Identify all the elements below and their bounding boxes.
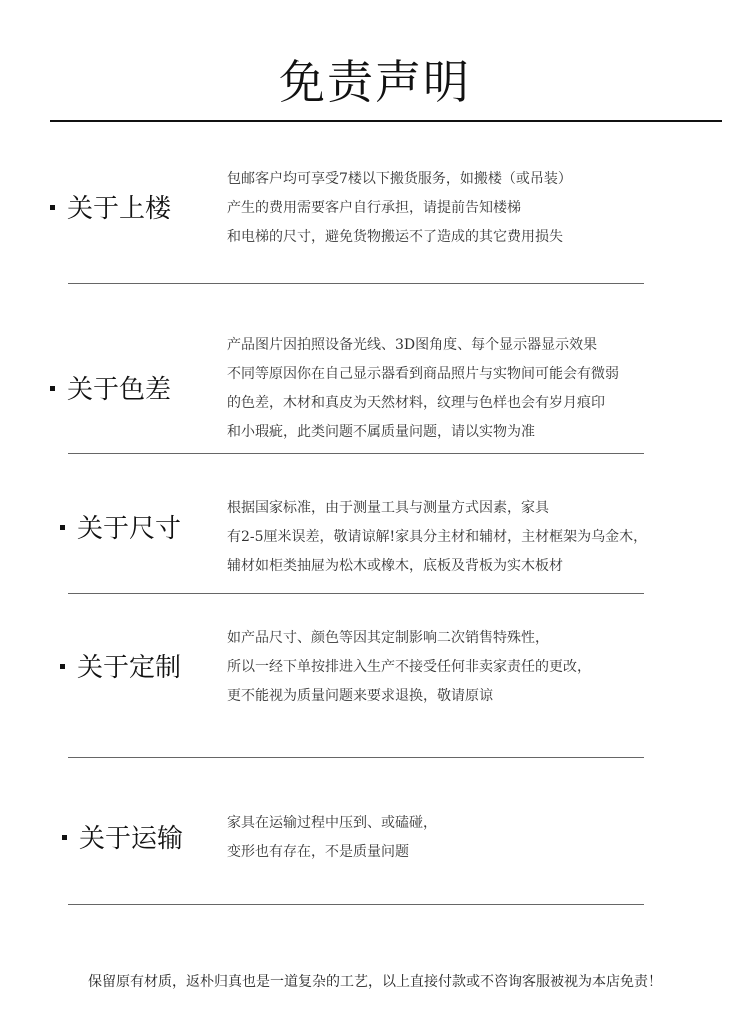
body-line: 根据国家标准，由于测量工具与测量方式因素，家具 [227,500,549,516]
body-line: 更不能视为质量问题来要求退换，敬请原谅 [227,688,493,704]
bullet-dot-icon [50,386,55,391]
section-body-size [227,494,647,581]
title-divider [50,120,722,122]
section-body-shipping [227,809,437,867]
section-divider [68,757,644,758]
body-line: 的色差，木材和真皮为天然材料，纹理与色样也会有岁月痕印 [227,395,605,411]
page-title: 免责声明 [279,55,471,109]
body-line: 包邮客户均可享受7楼以下搬货服务，如搬楼（或吊装） [227,171,572,187]
section-heading-upstairs: 关于上楼 [50,192,171,226]
section-divider [68,453,644,454]
bullet-dot-icon [60,525,65,530]
section-divider [68,283,644,284]
body-line: 和电梯的尺寸，避免货物搬运不了造成的其它费用损失 [227,229,563,245]
body-line: 产生的费用需要客户自行承担，请提前告知楼梯 [227,200,521,216]
body-line: 家具在运输过程中压到、或磕碰， [227,815,437,831]
body-line: 有2-5厘米误差，敬请谅解!家具分主材和辅材，主材框架为乌金木， [227,529,648,545]
footer-notice: 保留原有材质，返朴归真也是一道复杂的工艺，以上直接付款或不咨询客服被视为本店免责！ [88,974,662,990]
section-heading-customization: 关于定制 [60,651,181,685]
section-divider [68,593,644,594]
body-line: 辅材如柜类抽屉为松木或橡木，底板及背板为实木板材 [227,558,563,574]
body-line: 变形也有存在，不是质量问题 [227,844,409,860]
section-heading-size: 关于尺寸 [60,512,181,546]
bullet-dot-icon [60,664,65,669]
body-line: 产品图片因拍照设备光线、3D图角度、每个显示器显示效果 [227,337,598,353]
body-line: 所以一经下单按排进入生产不接受任何非卖家责任的更改， [227,659,591,675]
section-heading-color-difference: 关于色差 [50,373,171,407]
bullet-dot-icon [50,205,55,210]
bullet-dot-icon [62,835,67,840]
section-divider [68,904,644,905]
section-heading-shipping: 关于运输 [62,822,183,856]
body-line: 和小瑕疵，此类问题不属质量问题，请以实物为准 [227,424,535,440]
body-line: 如产品尺寸、颜色等因其定制影响二次销售特殊性， [227,630,549,646]
section-body-color-difference [227,331,619,447]
section-body-customization [227,624,591,711]
body-line: 不同等原因你在自己显示器看到商品照片与实物间可能会有微弱 [227,366,619,382]
section-body-upstairs [227,165,572,252]
